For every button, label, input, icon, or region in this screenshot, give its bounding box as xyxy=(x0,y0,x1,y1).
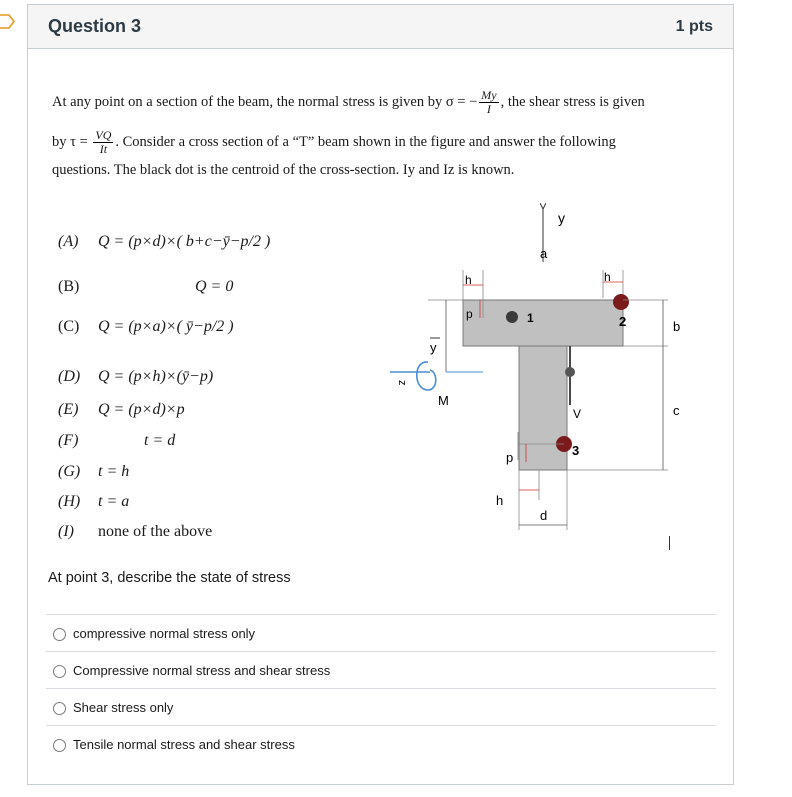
answer-choice-1[interactable] xyxy=(46,614,716,651)
flange xyxy=(463,300,623,346)
option-f: (F) t = d xyxy=(58,432,176,449)
stem-line-3: questions. The black dot is the centroid of the cross-section. Iy and Iz is known. xyxy=(52,162,515,178)
point-1 xyxy=(506,311,518,323)
label-point-3: 3 xyxy=(572,443,580,458)
label-point-2: 2 xyxy=(619,314,627,329)
choice-label: Shear stress only xyxy=(73,700,174,715)
label-y-bar: y xyxy=(430,340,437,355)
question-points: 1 pts xyxy=(675,18,713,35)
choice-label: Compressive normal stress and shear stress xyxy=(73,663,331,678)
answer-choice-2[interactable] xyxy=(46,651,716,688)
moment-arrow xyxy=(417,362,436,390)
label-b: b xyxy=(673,319,681,334)
label-M: M xyxy=(438,393,449,408)
option-a: (A) Q = (p×d)×( b+c−ȳ−p/2 ) xyxy=(58,233,271,250)
label-c: c xyxy=(673,403,680,418)
question-card xyxy=(27,4,734,785)
option-g: (G) t = h xyxy=(58,463,130,480)
option-i: (I) none of the above xyxy=(58,523,213,540)
label-V: V xyxy=(573,407,582,421)
answer-choice-4[interactable] xyxy=(46,725,716,762)
stem-text: At any point on a section of the beam, the normal stress is given by σ = − xyxy=(52,94,478,111)
radio-button[interactable] xyxy=(53,739,66,752)
answer-choice-3[interactable] xyxy=(46,688,716,725)
label-point-1: 1 xyxy=(527,311,534,325)
option-h: (H) t = a xyxy=(58,493,130,510)
stem-line-1: At any point on a section of the beam, the normal stress is given by σ = − $\frac{My}{I}$ , the shear stress is given xyxy=(52,88,645,117)
label-h-bottom: h xyxy=(496,493,504,508)
stem-line-2: by τ = $\frac{VQ}{It}$ . Consider a cross section of a “T” beam shown in the figure and answer the following xyxy=(52,128,616,157)
label-h-top-left: h xyxy=(465,273,472,287)
label-a: a xyxy=(540,246,548,261)
label-z: z xyxy=(396,380,408,386)
radio-button[interactable] xyxy=(53,665,66,678)
choice-label: Tensile normal stress and shear stress xyxy=(73,737,295,752)
option-e: (E) Q = (p×d)×p xyxy=(58,401,185,418)
point-2 xyxy=(613,294,629,310)
tau-fraction: $\frac{VQ}{It}$ xyxy=(95,128,112,157)
question-header xyxy=(28,5,733,49)
label-p-top: p xyxy=(466,307,473,321)
centroid-dot xyxy=(565,367,575,377)
t-beam-figure xyxy=(358,200,688,540)
label-p-bottom: p xyxy=(506,450,514,465)
y-axis-label: y xyxy=(558,210,565,226)
option-b: (B) Q = 0 xyxy=(58,278,234,295)
option-d: (D) Q = (p×h)×(ȳ−p) xyxy=(58,368,214,385)
question-title: Question 3 xyxy=(48,16,142,36)
text-cursor xyxy=(669,536,670,550)
radio-button[interactable] xyxy=(53,628,66,641)
label-d: d xyxy=(540,508,548,523)
label-h-top-right: h xyxy=(604,270,611,284)
flag-icon[interactable] xyxy=(0,14,16,29)
radio-button[interactable] xyxy=(53,702,66,715)
choice-label: compressive normal stress only xyxy=(73,626,256,641)
answer-choices xyxy=(46,614,716,762)
option-c: (C) Q = (p×a)×( ȳ−p/2 ) xyxy=(58,318,234,335)
question-prompt: At point 3, describe the state of stress xyxy=(48,570,291,586)
sigma-fraction: $\frac{My}{I}$ xyxy=(481,88,497,117)
